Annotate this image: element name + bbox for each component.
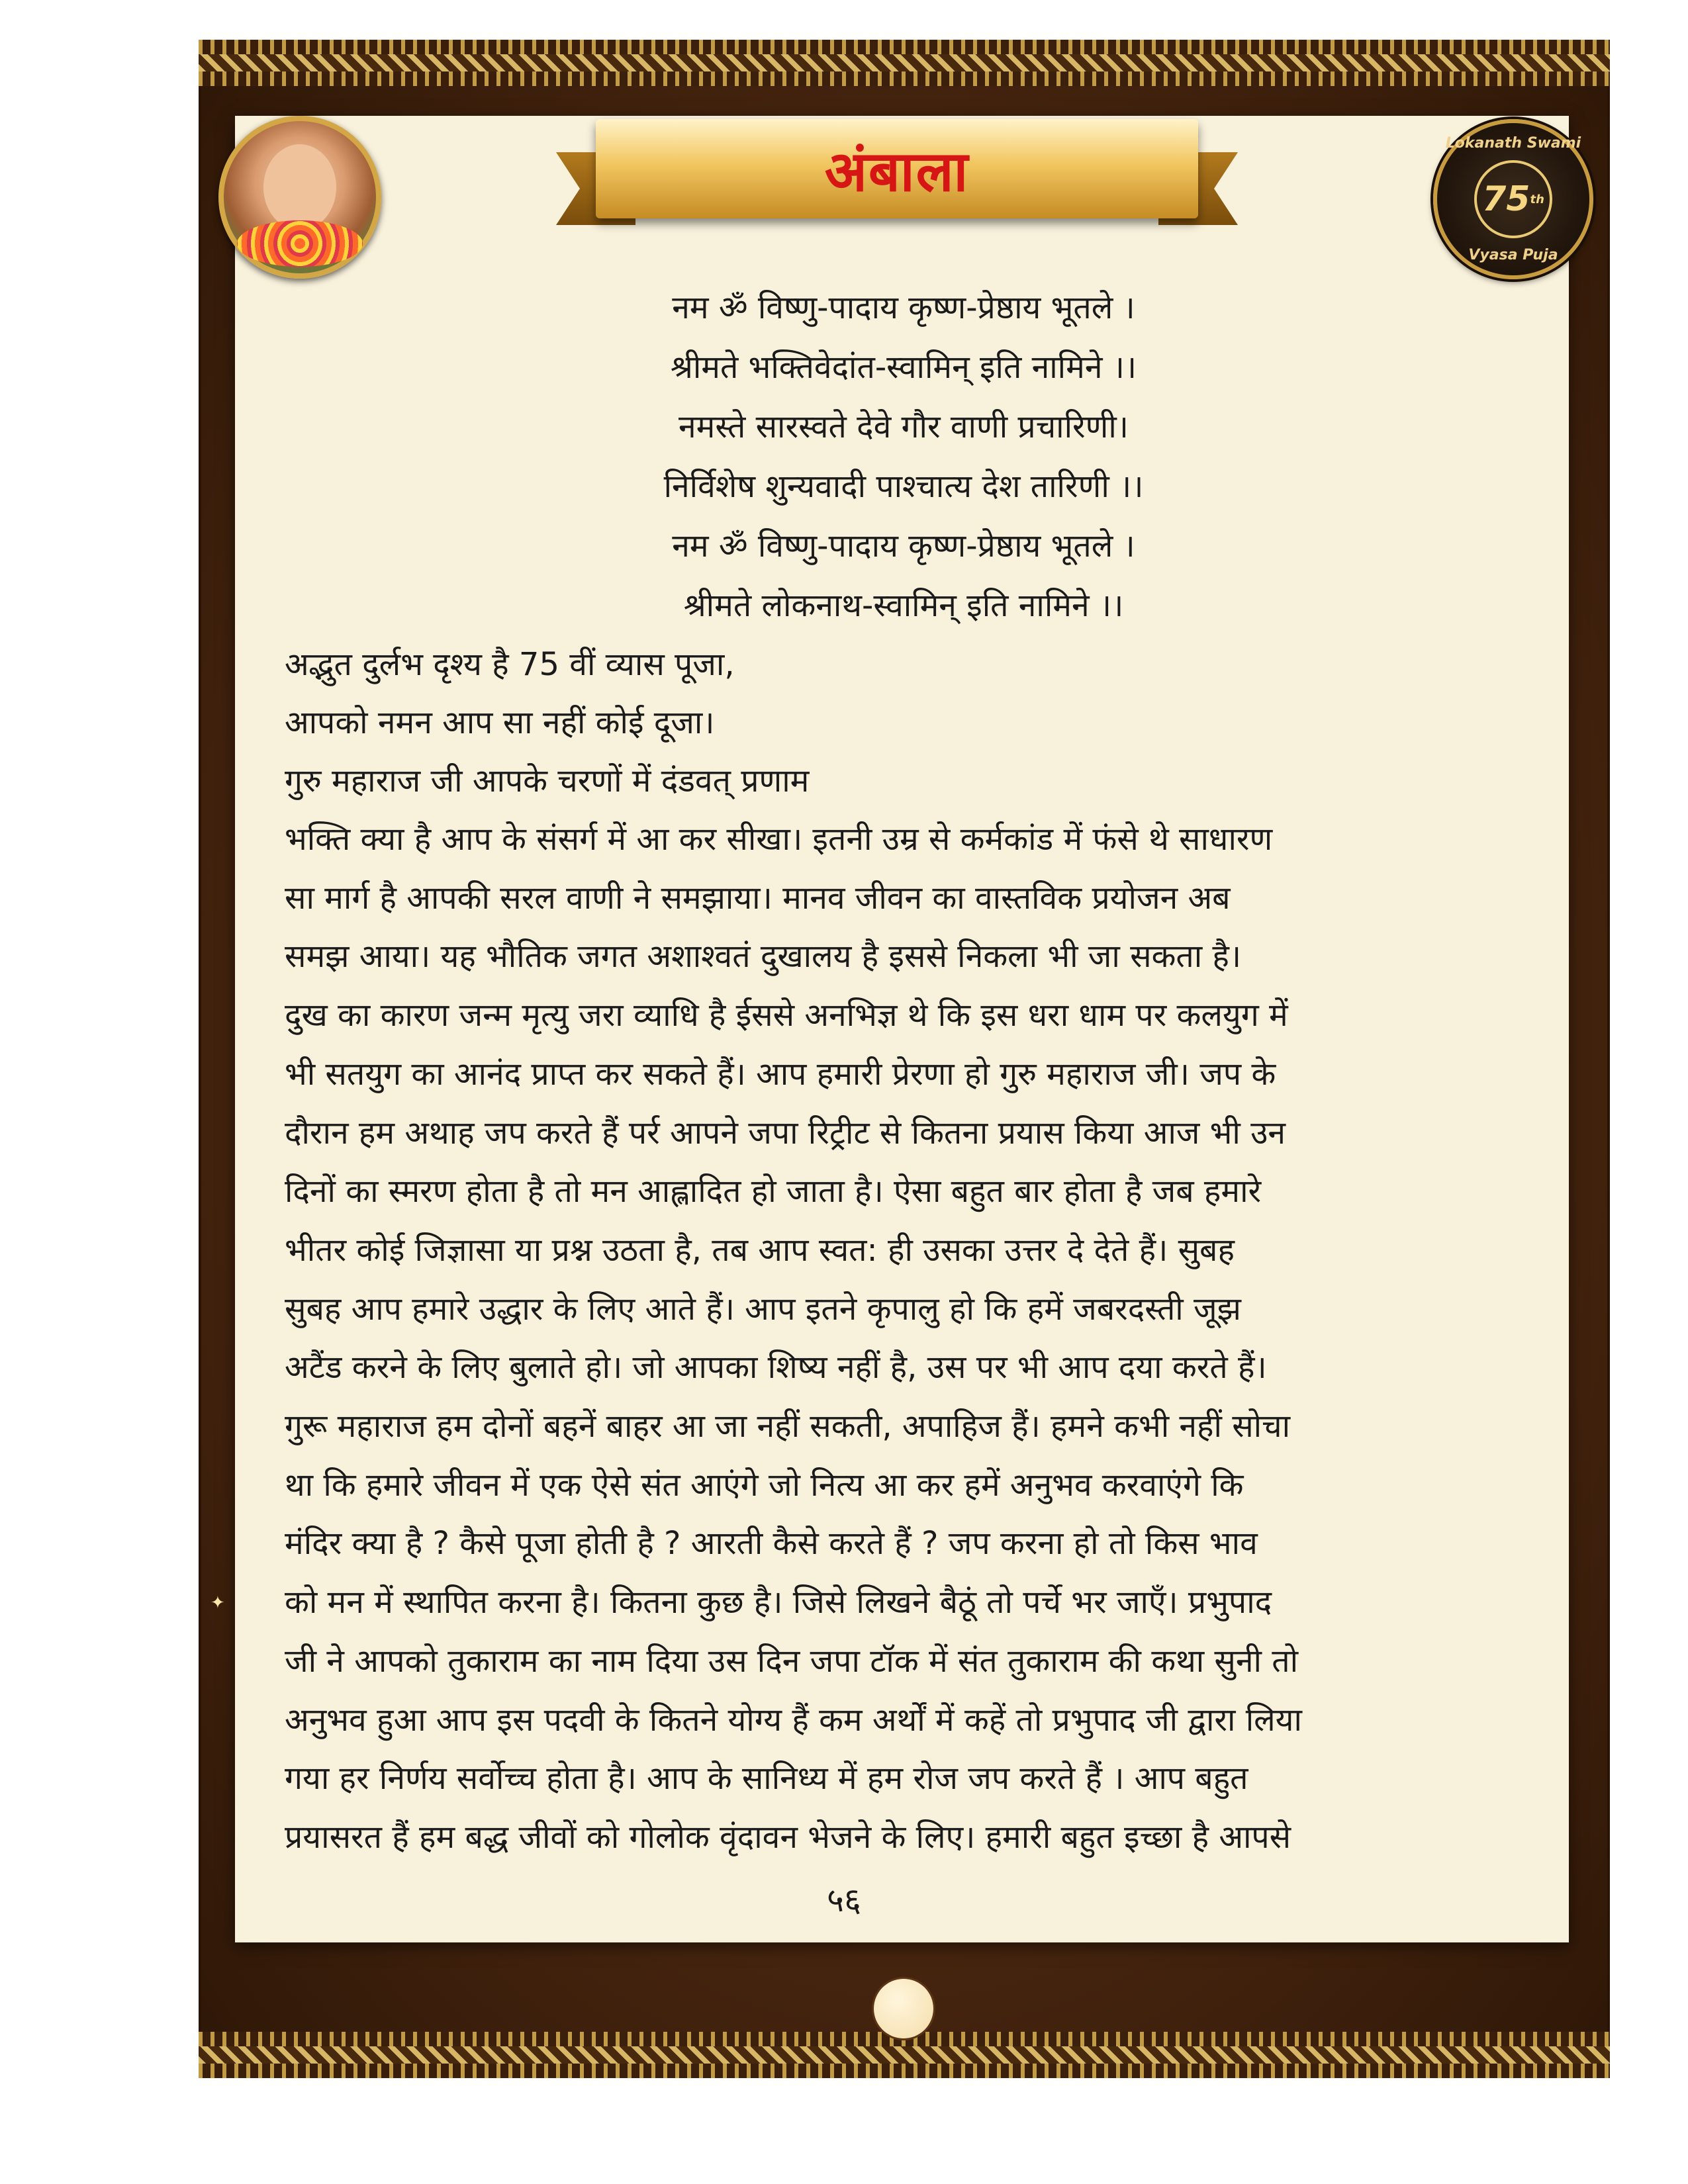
body-paragraph: [285, 810, 1523, 1867]
body-line: दौरान हम अथाह जप करते हैं पर्र आपने जपा रिट्रीट से कितना प्रयास किया आज भी उन: [285, 1114, 1286, 1152]
portrait-garland: [237, 220, 363, 267]
verse-line: श्रीमते भक्तिवेदांत-स्वामिन् इति नामिने ।।: [670, 349, 1137, 386]
body-line: भीतर कोई जिज्ञासा या प्रश्न उठता है, तब आप स्वत: ही उसका उत्तर दे देते हैं। सुबह: [285, 1231, 1235, 1269]
body-line: अनुभव हुआ आप इस पदवी के कितने योग्य हैं कम अर्थों में कहें तो प्रभुपाद जी द्वारा लिया: [285, 1701, 1302, 1739]
badge-number: [1474, 160, 1552, 238]
bottom-ornamental-border: [199, 2032, 1610, 2078]
body-line: गया हर निर्णय सर्वोच्च होता है। आप के सानिध्य में हम रोज जप करते हैं । आप बहुत: [285, 1760, 1248, 1797]
body-line: को मन में स्थापित करना है। कितना कुछ है। जिसे लिखने बैठूं तो पर्चे भर जाएँ। प्रभुपाद: [285, 1584, 1272, 1621]
badge-bottom-text: Vyasa Puja: [1468, 247, 1558, 263]
intro-lines: [285, 635, 1523, 810]
intro-line: गुरु महाराज जी आपके चरणों में दंडवत् प्रणाम: [285, 762, 810, 799]
page-title: अंबाला: [824, 138, 970, 204]
sparkle-icon: ✦: [211, 1593, 225, 1613]
body-line: दिनों का स्मरण होता है तो मन आह्लादित हो जाता है। ऐसा बहुत बार होता है जब हमारे: [285, 1173, 1262, 1210]
body-line: मंदिर क्या है ? कैसे पूजा होती है ? आरती कैसे करते हैं ? जप करना हो तो किस भाव: [285, 1525, 1258, 1563]
ribbon-banner: [596, 119, 1198, 218]
intro-line: अद्भुत दुर्लभ दृश्य है 75 वीं व्यास पूजा,: [285, 646, 735, 683]
body-line: भी सतयुग का आनंद प्राप्त कर सकते हैं। आप हमारी प्रेरणा हो गुरु महाराज जी। जप के: [285, 1055, 1276, 1093]
badge-top-text: Lokanath Swami: [1445, 135, 1581, 152]
body-line: समझ आया। यह भौतिक जगत अशाश्वतं दुखालय है इससे निकला भी जा सकता है।: [285, 938, 1242, 976]
body-line: था कि हमारे जीवन में एक ऐसे संत आएंगे जो नित्य आ कर हमें अनुभव करवाएंगे कि: [285, 1466, 1244, 1504]
page-number: ५६: [827, 1881, 861, 1919]
verse-line: नम ॐ विष्णु-पादाय कृष्ण-प्रेष्ठाय भूतले ।: [672, 527, 1135, 565]
body-line: सुबह आप हमारे उद्धार के लिए आते हैं। आप इतने कृपालु हो कि हमें जबरदस्ती जूझ: [285, 1290, 1241, 1328]
title-ribbon: [583, 113, 1211, 232]
badge-number-value: 75: [1482, 179, 1530, 219]
verse-line: नम ॐ विष्णु-पादाय कृष्ण-प्रेष्ठाय भूतले ।: [672, 289, 1135, 326]
top-ornamental-border: [199, 40, 1610, 86]
verse-line: नमस्ते सारस्वते देवे गौर वाणी प्रचारिणी।: [678, 408, 1129, 445]
vyasa-puja-75-badge: [1433, 119, 1593, 279]
verse-line: श्रीमते लोकनाथ-स्वामिन् इति नामिने ।।: [683, 587, 1124, 624]
body-line: भक्ति क्या है आप के संसर्ग में आ कर सीखा। इतनी उम्र से कर्मकांड में फंसे थे साधारण: [285, 821, 1273, 858]
pranam-verses: [285, 278, 1523, 635]
page-bottom-medallion: [874, 1979, 933, 2038]
body-line: प्रयासरत हैं हम बद्ध जीवों को गोलोक वृंदावन भेजने के लिए। हमारी बहुत इच्छा है आपसे: [285, 1818, 1291, 1856]
article-content: [285, 278, 1523, 1867]
portrait-face: [263, 144, 336, 230]
intro-line: आपको नमन आप सा नहीं कोई दूजा।: [285, 704, 715, 741]
body-line: गुरू महाराज हम दोनों बहनें बाहर आ जा नहीं सकती, अपाहिज हैं। हमने कभी नहीं सोचा: [285, 1408, 1291, 1445]
body-line: दुख का कारण जन्म मृत्यु जरा व्याधि है ईससे अनभिज्ञ थे कि इस धरा धाम पर कलयुग में: [285, 997, 1288, 1034]
verse-line: निर्विशेष शुन्यवादी पाश्चात्य देश तारिणी ।।: [663, 468, 1144, 505]
body-line: जी ने आपको तुकाराम का नाम दिया उस दिन जपा टॉक में संत तुकाराम की कथा सुनी तो: [285, 1642, 1299, 1680]
body-line: अटैंड करने के लिए बुलाते हो। जो आपका शिष्य नहीं है, उस पर भी आप दया करते हैं।: [285, 1349, 1267, 1387]
guru-portrait-avatar: [218, 116, 381, 279]
badge-number-suffix: th: [1530, 192, 1544, 206]
body-line: सा मार्ग है आपकी सरल वाणी ने समझाया। मानव जीवन का वास्तविक प्रयोजन अब: [285, 879, 1231, 917]
